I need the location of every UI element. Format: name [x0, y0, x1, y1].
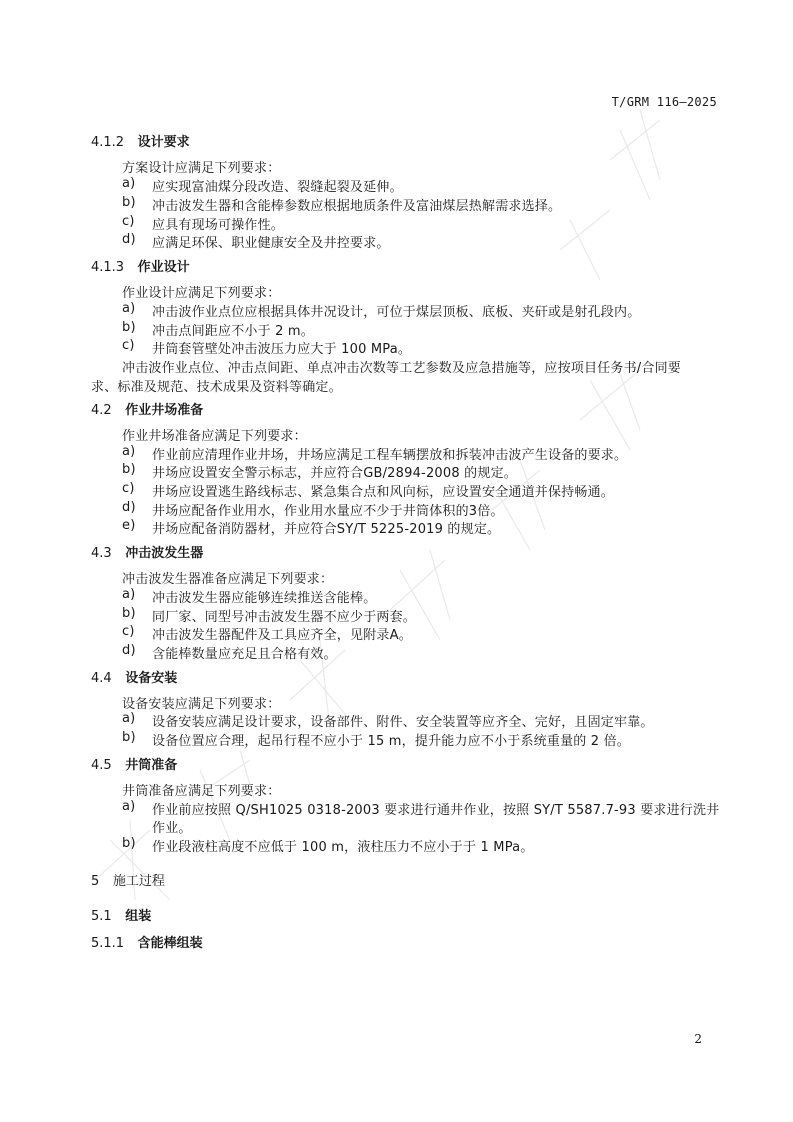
section-number: 4.5: [91, 758, 112, 773]
document-code: T/GRM 116—2025: [611, 95, 717, 109]
list-label: a): [122, 176, 136, 191]
list-text: 井场应设置逃生路线标志、紧急集合点和风向标，应设置安全通道并保持畅通。: [152, 485, 615, 500]
list-text: 冲击波发生器应能够连续推送含能棒。: [152, 591, 377, 606]
list-label: a): [122, 799, 136, 814]
section-title: 含能棒组装: [137, 936, 203, 951]
section-heading-4-5: [91, 754, 177, 773]
section-heading-4-1-2: [91, 131, 190, 150]
list-text: 冲击波发生器和含能棒参数应根据地质条件及富油煤层热解需求选择。: [152, 199, 562, 214]
section-title: 组装: [125, 909, 152, 924]
list-text: 冲击点间距应不小于 2 m。: [152, 324, 314, 339]
list-text: 作业前应清理作业井场，井场应满足工程车辆摆放和拆装冲击波产生设备的要求。: [152, 448, 628, 463]
list-text: 应满足环保、职业健康安全及井控要求。: [152, 236, 390, 251]
list-text: 作业段液柱高度不应低于 100 m，液柱压力不应小于于 1 MPa。: [152, 840, 534, 855]
list-label: b): [122, 730, 136, 745]
paragraph-line: 求、标准及规范、技术成果及资料等确定。: [91, 380, 342, 395]
list-label: b): [122, 320, 136, 335]
list-text: 井场应设置安全警示标志，并应符合GB/2894-2008 的规定。: [152, 466, 517, 481]
list-text: 冲击波发生器配件及工具应齐全，见附录A。: [152, 628, 412, 643]
section-title: 施工过程: [112, 874, 165, 889]
section-number: 5: [91, 874, 100, 889]
section-number: 5.1.1: [91, 936, 125, 951]
section-title: 井筒准备: [125, 758, 178, 773]
list-label: d): [122, 232, 136, 247]
list-label: b): [122, 836, 136, 851]
list-text: 作业前应按照 Q/SH1025 0318-2003 要求进行通井作业，按照 SY/T 5587.7-93 要求进行洗井: [152, 803, 720, 818]
section-number: 4.1.3: [91, 260, 125, 275]
section-heading-4-3: [91, 542, 203, 561]
list-label: b): [122, 462, 136, 477]
section-number: 4.4: [91, 671, 112, 686]
list-label: a): [122, 301, 136, 316]
section-intro: 作业井场准备应满足下列要求：: [122, 429, 307, 444]
section-heading-5-1: [91, 905, 151, 924]
section-intro: 井筒准备应满足下列要求：: [122, 784, 281, 799]
list-text: 井场应配备作业用水，作业用水量应不少于井筒体积的3倍。: [152, 504, 504, 519]
list-text: 作业。: [152, 821, 192, 836]
list-text: 含能棒数量应充足且合格有效。: [152, 647, 337, 662]
list-text: 冲击波作业点位应根据具体井况设计，可位于煤层顶板、底板、夹矸或是射孔段内。: [152, 305, 641, 320]
list-text: 同厂家、同型号冲击波发生器不应少于两套。: [152, 610, 417, 625]
section-intro: 设备安装应满足下列要求：: [122, 697, 281, 712]
list-text: 井筒套管壁处冲击波压力应大于 100 MPa。: [152, 342, 412, 357]
list-label: b): [122, 195, 136, 210]
chapter-heading-5: [91, 870, 165, 889]
section-title: 冲击波发生器: [125, 546, 204, 561]
section-number: 5.1: [91, 909, 112, 924]
section-heading-4-4: [91, 667, 177, 686]
list-label: e): [122, 518, 136, 533]
list-label: c): [122, 481, 135, 496]
section-heading-4-2: [91, 399, 203, 418]
list-label: a): [122, 711, 136, 726]
list-text: 井场应配备消防器材，并应符合SY/T 5225-2019 的规定。: [152, 522, 501, 537]
section-title: 作业井场准备: [125, 403, 204, 418]
list-text: 应具有现场可操作性。: [152, 218, 285, 233]
list-label: d): [122, 500, 136, 515]
list-label: b): [122, 606, 136, 621]
list-label: d): [122, 643, 136, 658]
section-intro: 冲击波发生器准备应满足下列要求：: [122, 572, 334, 587]
list-label: a): [122, 444, 136, 459]
list-label: c): [122, 624, 135, 639]
section-heading-4-1-3: [91, 256, 190, 275]
section-number: 4.2: [91, 403, 112, 418]
list-label: c): [122, 338, 135, 353]
section-intro: 作业设计应满足下列要求：: [122, 286, 281, 301]
list-text: 应实现富油煤分段改造、裂缝起裂及延伸。: [152, 180, 403, 195]
section-number: 4.3: [91, 546, 112, 561]
section-title: 作业设计: [137, 260, 190, 275]
list-text: 设备安装应满足设计要求，设备部件、附件、安全装置等应齐全、完好，且固定牢靠。: [152, 715, 654, 730]
section-number: 4.1.2: [91, 135, 125, 150]
section-heading-5-1-1: [91, 932, 203, 951]
paragraph-line: 冲击波作业点位、冲击点间距、单点冲击次数等工艺参数及应急措施等，应按项目任务书/合同要: [122, 361, 681, 376]
list-label: a): [122, 587, 136, 602]
list-label: c): [122, 214, 135, 229]
list-text: 设备位置应合理，起吊行程不应小于 15 m，提升能力应不小于系统重量的 2 倍。: [152, 734, 631, 749]
section-title: 设计要求: [137, 135, 190, 150]
page-number: 2: [694, 1032, 702, 1046]
section-title: 设备安装: [125, 671, 178, 686]
section-intro: 方案设计应满足下列要求：: [122, 161, 281, 176]
